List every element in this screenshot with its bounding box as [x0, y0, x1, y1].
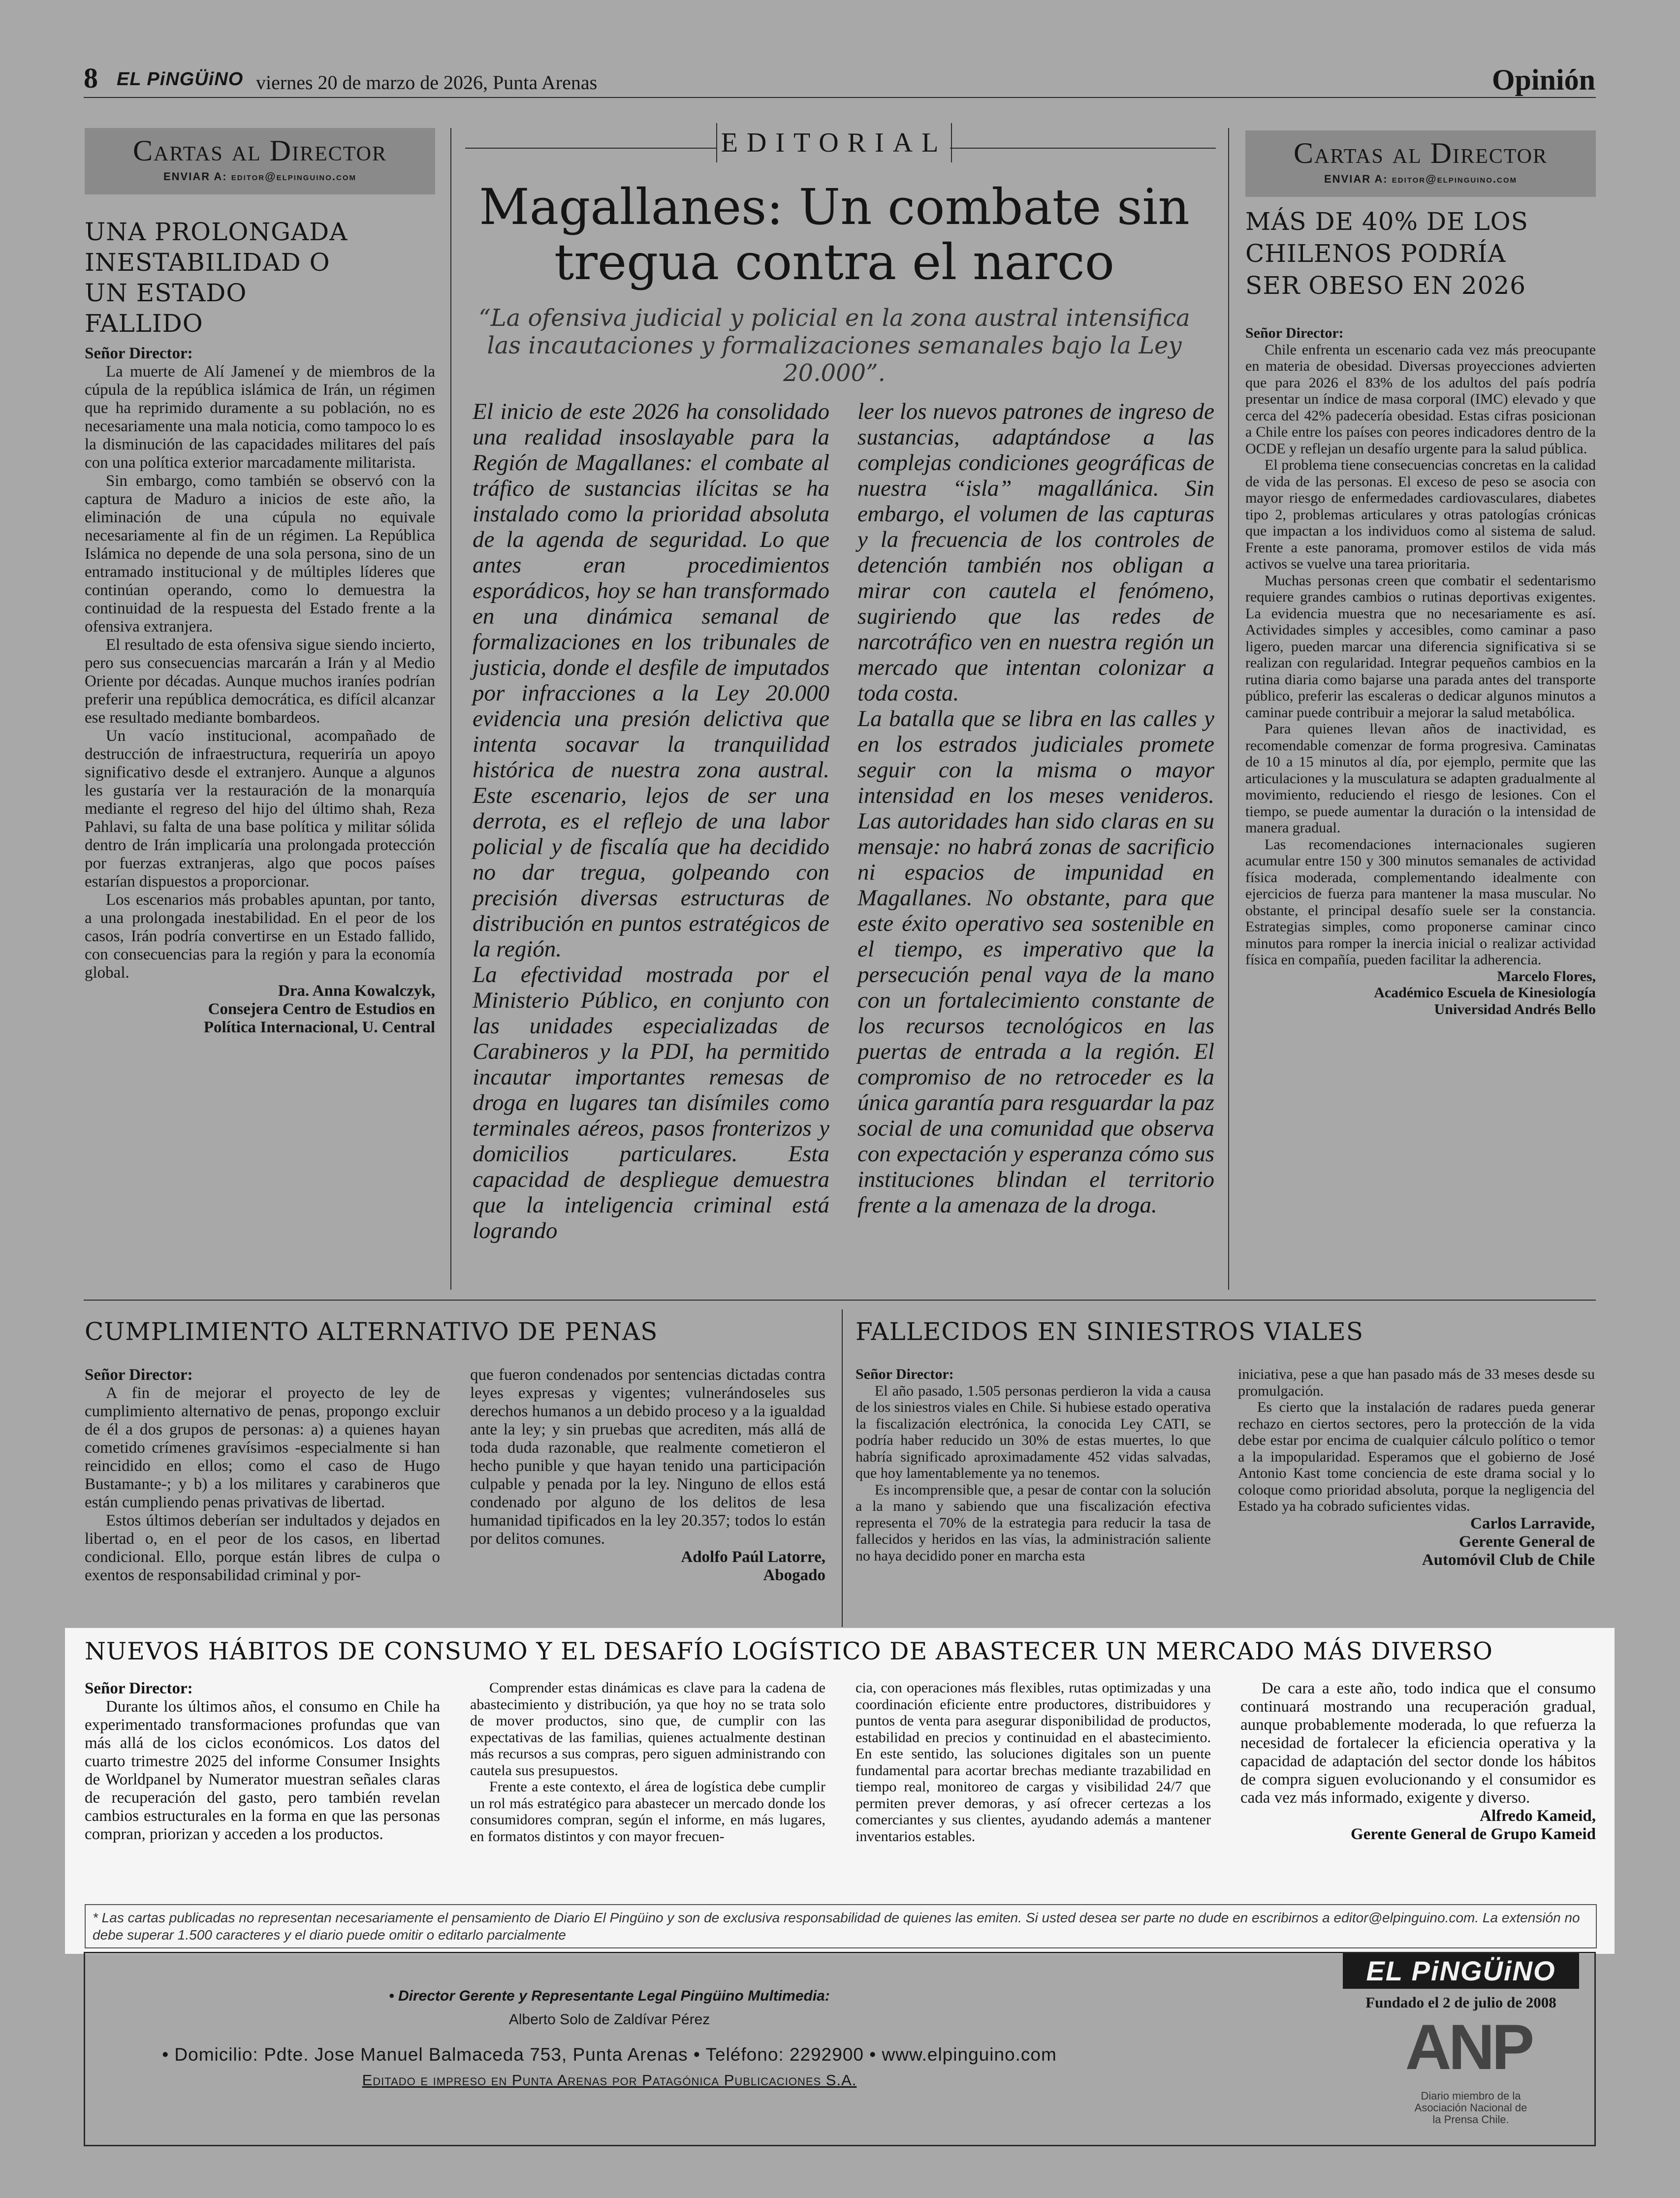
letter-penas-col-2: [470, 1366, 825, 1585]
paragraph: El año pasado, 1.505 personas perdieron la vida a causa de los siniestros viales en Chile. Si hubiese estado operativa la fiscalización electrónica, la conocida Ley CATI, se podría haber reducido un 30% de estas muertes, lo que habría significado aproximadamente 452 vidas salvadas, que hoy lamentablemente ya no tenemos.: [856, 1382, 1211, 1481]
editorial-top-rule-right: [950, 148, 1216, 149]
director-label: • Director Gerente y Representante Legal Pingüino Multimedia:: [389, 1988, 830, 2004]
editorial-top-rule-left: [465, 148, 716, 149]
letter-consumo-col-4: [1240, 1680, 1596, 1844]
paragraph: leer los nuevos patrones de ingreso de sustancias, adaptándose a las complejas condiciones geográficas de nuestra “isla” magallánica. Sin embargo, el volumen de las capturas y la frecuencia de los controles de detención también nos obligan a mirar con cautela el fenómeno, sugiriendo que las redes de narcotráfico ven en nuestra región un mercado que intentan colonizar a toda costa.: [857, 399, 1214, 706]
paragraph: Es cierto que la instalación de radares pueda generar rechazo en ciertos sectores, pero la protección de la vida debe estar por encima de cualquier cálculo político o temor a la impopularidad. Esperamos que el gobierno de José Antonio Kast tome conciencia de este drama social y lo coloque como prioridad absoluta, porque la negligencia del Estado ya ha cobrado suficientes vidas.: [1238, 1399, 1595, 1514]
paragraph: De cara a este año, todo indica que el consumo continuará mostrando una recuperación gradual, aunque probablemente moderada, lo que refuerza la necesidad de fortalecer la eficiencia operativa y la capacidad de adaptación del sector donde los hábitos de compra siguen evolucionando y el consumidor es cada vez más informado, exigente y diverso.: [1240, 1680, 1596, 1807]
paragraph: Durante los últimos años, el consumo en Chile ha experimentado transformaciones profundas que van más allá de los ciclos económicos. Los datos del cuarto trimestre 2025 del informe Consumer Insights de Worldpanel by Numerator muestran señales claras de recuperación del gasto, pero también revelan cambios estructurales en la forma en que las personas compran, priorizan y acceden a los productos.: [85, 1698, 440, 1843]
paragraph: Un vacío institucional, acompañado de destrucción de infraestructura, requeriría un apoyo significativo desde el extranjero. Aunque a algunos les gustaría ver la restauración de la monarquía mediante el regreso del hijo del último shah, Reza Pahlavi, su falta de una base política y militar sólida dentro de Irán implicaría una prolongada protección por fuerzas extranjeras, algo que pocos países estarían dispuestos a proporcionar.: [85, 727, 435, 891]
address-line: • Domicilio: Pdte. Jose Manuel Balmaceda 753, Punta Arenas • Teléfono: 2292900 • www.elpinguino.com: [162, 2044, 1057, 2065]
anp-logo: ANP: [1405, 2011, 1532, 2083]
paragraph: La batalla que se libra en las calles y en los estrados judiciales promete seguir con la misma o mayor intensidad en los meses venideros. Las autoridades han sido claras en su mensaje: no habrá zonas de sacrificio ni espacios de impunidad en Magallanes. No obstante, para que este éxito operativo sea sostenible en el tiempo, es imperativo que la persecución penal vaya de la mano con un fortalecimiento constante de los recursos tecnológicos en las puertas de entrada a la región. El compromiso de no retroceder es la única garantía para resguardar la paz social de una comunidad que observa con expectación y esperanza cómo sus instituciones blindan el territorio frente a la amenaza de la droga.: [857, 706, 1214, 1218]
letters-header-title: Cartas al Director: [1293, 137, 1548, 169]
salutation: Señor Director:: [856, 1366, 954, 1382]
paragraph: Chile enfrenta un escenario cada vez más preocupante en materia de obesidad. Diversas proyecciones advierten que para 2026 el 83% de los adultos del país podría presentar un índice de masa corporal (IMC) elevado y que cerca del 42% padecería obesidad. Estas cifras posicionan a Chile entre los países con peores indicadores dentro de la OCDE y reflejan un desafío urgente para la salud pública.: [1245, 341, 1596, 457]
signature: Alfredo Kameid, Gerente General de Grupo Kameid: [1351, 1807, 1596, 1843]
footer-box: [84, 1952, 1596, 2146]
paragraph: iniciativa, pese a que han pasado más de 33 meses desde su promulgación.: [1238, 1366, 1595, 1399]
salutation: Señor Director:: [1245, 325, 1344, 341]
signature: Adolfo Paúl Latorre, Abogado: [681, 1548, 825, 1584]
editorial-rule-left: [450, 128, 451, 1290]
paragraph: Es incomprensible que, a pesar de contar con la solución a la mano y sabiendo que una fiscalización efectiva representa el 70% de la estrategia para reducir la tasa de fallecidos y heridos en las vías, la administración saliente no haya decidido poner en marcha esta: [856, 1481, 1211, 1564]
letter-viales-col-1: [856, 1366, 1211, 1564]
salutation: Señor Director:: [85, 1680, 193, 1697]
editorial-title: Magallanes: Un combate sin tregua contra el narco: [479, 178, 1190, 291]
letter-penas-title: CUMPLIMIENTO ALTERNATIVO DE PENAS: [85, 1317, 658, 1346]
paragraph: A fin de mejorar el proyecto de ley de cumplimiento alternativo de penas, propongo excluir de él a dos grupos de personas: a) a quienes hayan cometido crímenes gravísimos -especialmente si han reincidido en ellos; como el caso de Hugo Bustamante-; y b) a los militares y carabineros que están cumpliendo penas privativas de libertad.: [85, 1384, 440, 1511]
letter-obesity-body: [1245, 325, 1596, 1018]
masthead-small: EL PiNGÜiNO: [117, 69, 244, 90]
letter-iran-body: [85, 345, 435, 1037]
editorial-column-1: [473, 399, 829, 1243]
paragraph: Estos últimos deberían ser indultados y dejados en libertad o, en el peor de los casos, en libertad condicional. Ello, porque están libres de culpa o exentos de responsabilidad criminal y por-: [85, 1512, 440, 1584]
paragraph: Muchas personas creen que combatir el sedentarismo requiere grandes cambios o rutinas deportivas exigentes. La evidencia muestra que no necesariamente es así. Actividades simples y accesibles, como caminar a paso ligero, pueden marcar una diferencia significativa si se realizan con regularidad. Integrar pequeños cambios en la rutina diaria como bajarse una parada antes del transporte público, preferir las escaleras o dedicar algunos minutos a caminar puede contribuir a mejorar la salud metabólica.: [1245, 572, 1596, 721]
paragraph: Las recomendaciones internacionales sugieren acumular entre 150 y 300 minutos semanales de actividad física moderada, complementando idealmente con ejercicios de fuerza para mantener la masa muscular. No obstante, el principal desafío suele ser la constancia. Estrategias simples, como proponerse caminar cinco minutos para romper la inercia inicial o realizar actividad física en compañía, pueden facilitar la adherencia.: [1245, 836, 1596, 968]
section-name: Opinión: [1491, 64, 1595, 96]
letters-email: ENVIAR A: editor@elpinguino.com: [163, 170, 357, 183]
editorial-column-2: [857, 399, 1214, 1218]
anp-text: Diario miembro de la Asociación Nacional de la Prensa Chile.: [1414, 2090, 1527, 2126]
paragraph: La efectividad mostrada por el Ministerio Público, en conjunto con las unidades especializadas de Carabineros y la PDI, ha permitido incautar importantes remesas de droga en lugares tan disímiles como terminales aéreos, pasos fronterizos y domicilios particulares. Esta capacidad de despliegue demuestra que la inteligencia criminal está logrando: [473, 962, 829, 1243]
footer-logo: EL PiNGÜiNO: [1343, 1953, 1579, 1989]
letter-consumo-col-3: [856, 1680, 1211, 1845]
director-name: Alberto Solo de Zaldívar Pérez: [508, 2011, 710, 2028]
signature: Dra. Anna Kowalczyk, Consejera Centro de Estudios en Política Internacional, U. Central: [203, 982, 435, 1036]
editorial-label: EDITORIAL: [716, 123, 952, 162]
signature: Carlos Larravide, Gerente General de Automóvil Club de Chile: [1422, 1514, 1595, 1569]
paragraph: Para quienes llevan años de inactividad, es recomendable comenzar de forma progresiva. Caminatas de 10 a 15 minutos al día, por ejemplo, permite que las articulaciones y la musculatura se adapten gradualmente al movimiento, reduciendo el riesgo de lesiones. Con el tiempo, se puede aumentar la duración o la intensidad de manera gradual.: [1245, 721, 1596, 836]
salutation: Señor Director:: [85, 1366, 193, 1384]
paragraph: Comprender estas dinámicas es clave para la cadena de abastecimiento y distribución, ya que hoy no se trata solo de mover productos, sino que, de cumplir con las expectativas de las familias, quienes actualmente destinan más recursos a sus compras, pero siguen administrando con cautela sus presupuestos.: [470, 1680, 825, 1779]
letter-consumo-title: NUEVOS HÁBITOS DE CONSUMO Y EL DESAFÍO LOGÍSTICO DE ABASTECER UN MERCADO MÁS DIVERSO: [85, 1637, 1493, 1665]
page-number: 8: [84, 62, 98, 94]
editorial-subtitle: “La ofensiva judicial y policial en la zona austral intensifica las incautaciones y formalizaciones semanales bajo la Ley 20.000”.: [478, 304, 1190, 387]
letter-viales-title: FALLECIDOS EN SINIESTROS VIALES: [856, 1317, 1364, 1346]
paragraph: Frente a este contexto, el área de logística debe cumplir un rol más estratégico para abastecer un mercado donde los consumidores compran, según el informe, en más lugares, en formatos distintos y con mayor frecuen-: [470, 1779, 825, 1845]
letter-consumo-col-2: [470, 1680, 825, 1845]
letters-header-title: Cartas al Director: [132, 134, 387, 167]
paragraph: cia, con operaciones más flexibles, rutas optimizadas y una coordinación eficiente entre productores, distribuidores y puntos de venta para asegurar disponibilidad de productos, estabilidad en precios y continuidad en el abastecimiento. En este sentido, las soluciones digitales son un puente fundamental para acortar brechas mediante trazabilidad en tiempo real, monitoreo de cargas y visibilidad 24/7 que permiten prever demoras, y así ofrecer certezas a los comerciantes y sus clientes, ayudando además a mantener inventarios estables.: [856, 1680, 1211, 1845]
band-rule: [84, 1300, 1596, 1301]
founded-line: Fundado el 2 de julio de 2008: [1365, 1994, 1556, 2011]
letters-header-right: [1245, 130, 1596, 197]
disclaimer: * Las cartas publicadas no representan necesariamente el pensamiento de Diario El Pingüino y son de exclusiva responsabilidad de quienes las emiten. Si usted desea ser parte no dude en escribirnos a editor@elpinguino.com. La extensión no debe superar 1.500 caracteres y el diario puede omitir o editarlo parcialmente: [85, 1904, 1597, 1948]
paragraph: El problema tiene consecuencias concretas en la calidad de vida de las personas. El exceso de peso se asocia con mayor riesgo de enfermedades cardiovasculares, diabetes tipo 2, problemas articulares y otras patologías crónicas que impactan a los individuos como al sistema de salud. Frente a este panorama, promover estilos de vida más activos se vuelve una tarea prioritaria.: [1245, 457, 1596, 572]
paragraph: La muerte de Alí Jameneí y de miembros de la cúpula de la república islámica de Irán, un régimen que ha reprimido duramente a su población, no es necesariamente una mala noticia, como tampoco lo es la disminución de las capacidades militares del país con una política exterior marcadamente militarista.: [85, 363, 435, 472]
letter-consumo-col-1: [85, 1680, 440, 1844]
letters-header-left: [85, 128, 435, 194]
signature: Marcelo Flores, Académico Escuela de Kinesiología Universidad Andrés Bello: [1374, 968, 1596, 1018]
letter-penas-col-1: [85, 1366, 440, 1585]
date-line: viernes 20 de marzo de 2026, Punta Arenas: [256, 71, 598, 94]
paragraph: El inicio de este 2026 ha consolidado una realidad insoslayable para la Región de Magallanes: el combate al tráfico de sustancias ilícitas se ha instalado como la prioridad absoluta de la agenda de seguridad. Lo que antes eran procedimientos esporádicos, hoy se han transformado en una dinámica semanal de formalizaciones en los tribunales de justicia, donde el desfile de imputados por infracciones a la Ley 20.000 evidencia una presión delictiva que intenta socavar la tranquilidad histórica de nuestra zona austral. Este escenario, lejos de ser una derrota, es el reflejo de una labor policial y de fiscalía que ha decidido no dar tregua, golpeando con precisión diversas estructuras de distribución en puntos estratégicos de la región.: [473, 399, 829, 962]
editorial-rule-right: [1228, 128, 1229, 1290]
header-rule: [84, 97, 1596, 98]
paragraph: El resultado de esta ofensiva sigue siendo incierto, pero sus consecuencias marcarán a Irán y al Medio Oriente por décadas. Aunque muchos iraníes podrían preferir una república democrática, es difícil alcanzar ese resultado mediante bombardeos.: [85, 636, 435, 727]
salutation: Señor Director:: [85, 345, 193, 362]
paragraph: Sin embargo, como también se observó con la captura de Maduro a inicios de este año, la eliminación de una cúpula no equivale necesariamente al fin de un régimen. La República Islámica no depende de una sola persona, sino de un entramado institucional y de múltiples líderes que continúan operando, como lo demuestra la continuidad de la respuesta del Estado frente a la ofensiva extranjera.: [85, 472, 435, 636]
band-divider: [842, 1309, 843, 1627]
paragraph: Los escenarios más probables apuntan, por tanto, a una prolongada inestabilidad. En el peor de los casos, Irán podría convertirse en un Estado fallido, con consecuencias para la región y para la economía global.: [85, 891, 435, 982]
letter-iran-title: UNA PROLONGADA INESTABILIDAD O UN ESTADO FALLIDO: [85, 218, 348, 338]
letter-obesity-title: MÁS DE 40% DE LOS CHILENOS PODRÍA SER OBESO EN 2026: [1245, 207, 1528, 300]
paragraph: que fueron condenados por sentencias dictadas contra leyes expresas y vigentes; vulnerándoseles sus derechos humanos a un debido proceso y a la igualdad ante la ley; y sin pruebas que acrediten, más allá de toda duda razonable, que realmente cometieron el hecho punible y que hayan tenido una participación culpable y penada por la ley. Ninguno de ellos está condenado por alguno de los delitos de lesa humanidad tipificados en la ley 20.357; todos lo están por delitos comunes.: [470, 1366, 825, 1548]
letters-email: ENVIAR A: editor@elpinguino.com: [1324, 173, 1518, 185]
letter-viales-col-2: [1238, 1366, 1595, 1569]
printed-line: Editado e impreso en Punta Arenas por Patagónica Publicaciones S.A.: [362, 2071, 857, 2089]
